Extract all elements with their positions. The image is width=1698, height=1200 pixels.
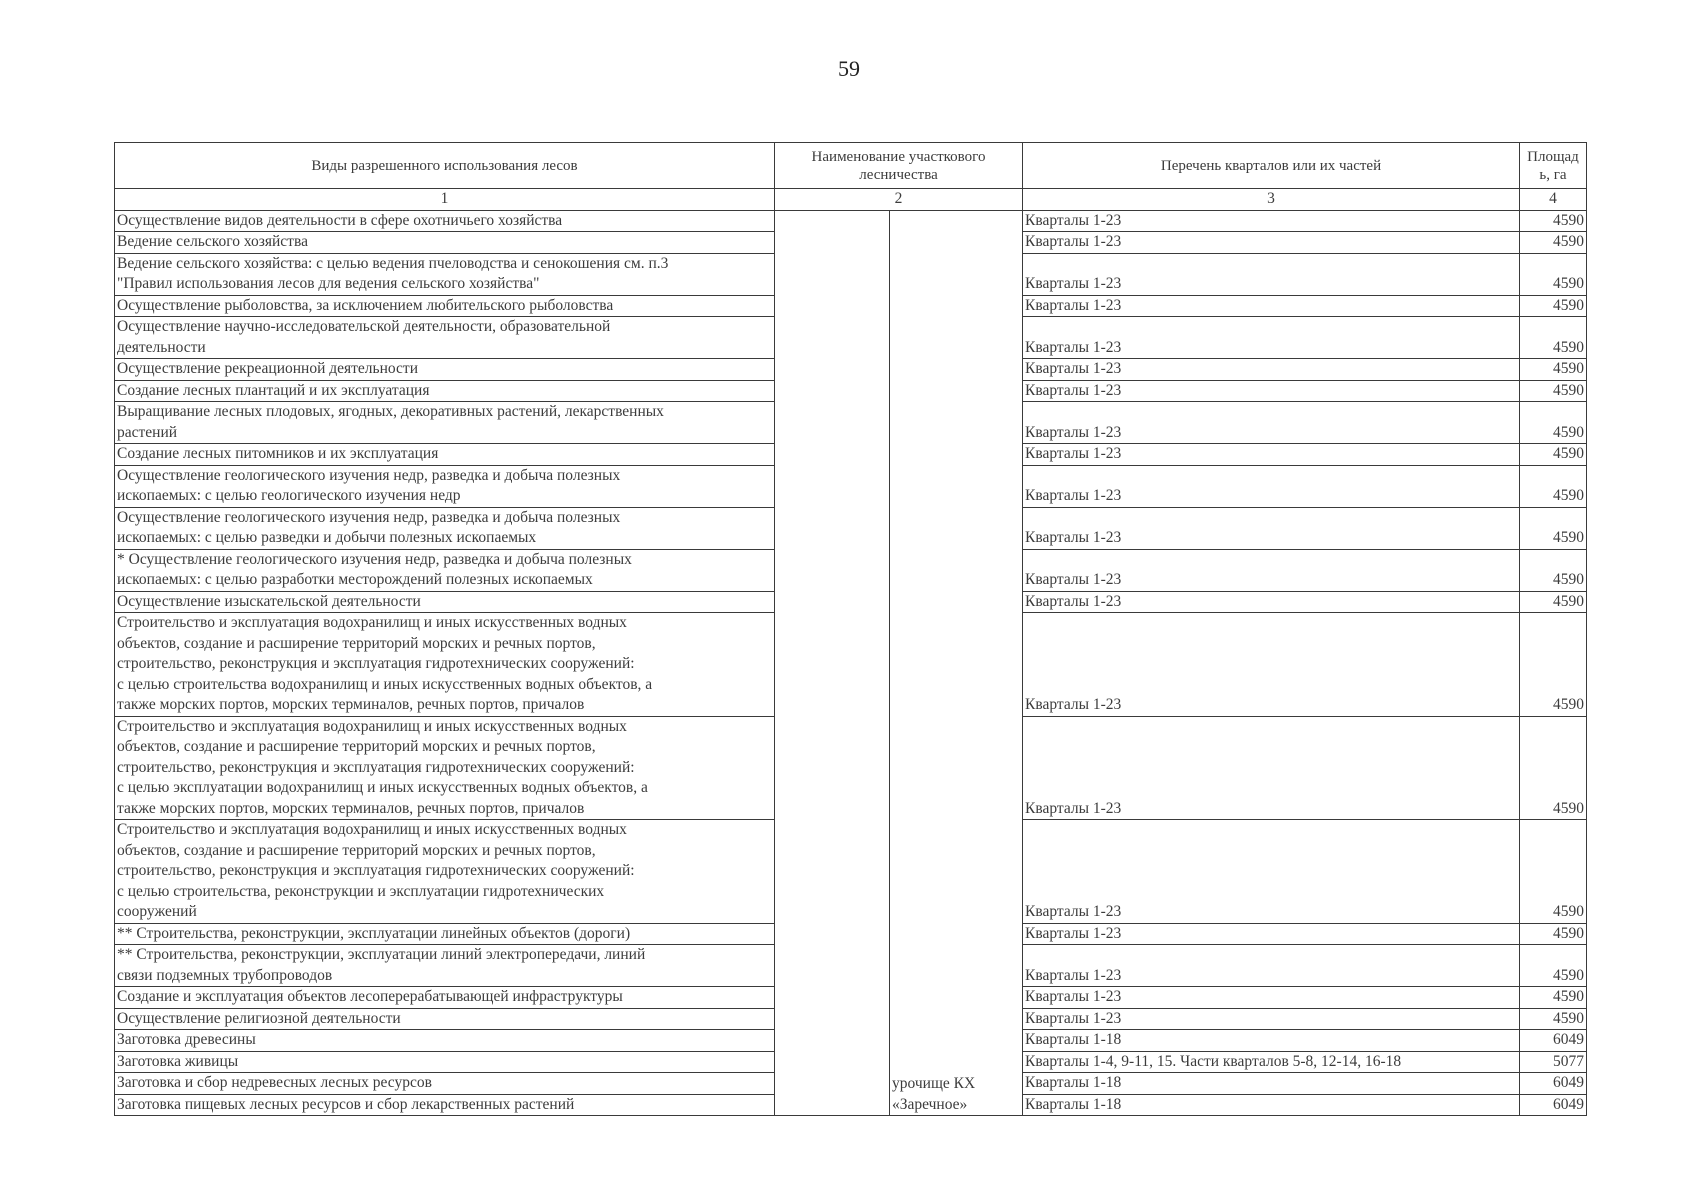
area-cell: 4590	[1520, 359, 1587, 381]
quarters-cell: Кварталы 1-23	[1023, 591, 1520, 613]
quarters-cell: Кварталы 1-23	[1023, 945, 1520, 987]
quarters-cell: Кварталы 1-23	[1023, 210, 1520, 232]
use-type-line: ископаемых: с целью разведки и добычи полезных ископаемых	[117, 529, 537, 546]
use-type-cell	[115, 232, 775, 254]
use-type-line: Осуществление рекреационной деятельности	[117, 360, 418, 377]
quarters-cell: Кварталы 1-23	[1023, 716, 1520, 820]
area-cell: 4590	[1520, 716, 1587, 820]
table-row	[115, 210, 1587, 232]
use-type-line: Осуществление геологического изучения недр, разведка и добыча полезных	[117, 466, 621, 484]
header-use-type: Виды разрешенного использования лесов	[115, 143, 775, 189]
use-type-cell	[115, 253, 775, 295]
use-type-line: Заготовка пищевых лесных ресурсов и сбор лекарственных растений	[117, 1095, 575, 1113]
area-cell: 4590	[1520, 402, 1587, 444]
use-type-line: Осуществление религиозной деятельности	[117, 1009, 401, 1027]
use-type-cell	[115, 923, 775, 945]
area-cell: 5077	[1520, 1051, 1587, 1073]
area-cell: 4590	[1520, 253, 1587, 295]
use-type-line: с целью строительства водохранилищ и иных искусственных водных объектов, а	[117, 675, 653, 693]
use-type-line: Заготовка древесины	[117, 1031, 256, 1048]
quarters-cell: Кварталы 1-23	[1023, 317, 1520, 359]
use-type-line: Создание лесных питомников и их эксплуатация	[117, 445, 439, 462]
use-type-cell	[115, 507, 775, 549]
area-cell: 4590	[1520, 380, 1587, 402]
use-type-line: деятельности	[117, 338, 206, 356]
use-type-line: ** Строительства, реконструкции, эксплуатации линейных объектов (дороги)	[117, 924, 631, 942]
quarters-cell: Кварталы 1-23	[1023, 295, 1520, 317]
quarters-cell: Кварталы 1-23	[1023, 402, 1520, 444]
area-cell: 6049	[1520, 1073, 1587, 1095]
header-quarters: Перечень кварталов или их частей	[1023, 143, 1520, 189]
quarters-cell: Кварталы 1-23	[1023, 232, 1520, 254]
use-type-line: объектов, создание и расширение территорий морских и речных портов,	[117, 841, 596, 859]
use-type-cell	[115, 402, 775, 444]
use-type-line: Выращивание лесных плодовых, ягодных, декоративных растений, лекарственных	[117, 403, 664, 420]
area-cell: 4590	[1520, 444, 1587, 466]
use-type-line: ископаемых: с целью геологического изучения недр	[117, 487, 461, 504]
quarters-cell: Кварталы 1-23	[1023, 444, 1520, 466]
area-cell: 4590	[1520, 820, 1587, 924]
use-type-cell	[115, 591, 775, 613]
area-cell: 4590	[1520, 317, 1587, 359]
use-type-cell	[115, 945, 775, 987]
subdivision-cell	[890, 1030, 1023, 1116]
use-type-line: Строительство и эксплуатация водохранилищ и иных искусственных водных	[117, 717, 627, 735]
quarters-cell: Кварталы 1-23	[1023, 1008, 1520, 1030]
use-type-cell	[115, 359, 775, 381]
use-type-cell	[115, 716, 775, 820]
quarters-cell: Кварталы 1-23	[1023, 253, 1520, 295]
use-type-line: строительство, реконструкция и эксплуатация гидротехнических сооружений:	[117, 655, 635, 672]
use-type-cell	[115, 820, 775, 924]
quarters-cell: Кварталы 1-18	[1023, 1030, 1520, 1052]
use-type-line: Ведение сельского хозяйства	[117, 233, 308, 250]
use-type-line: объектов, создание и расширение территорий морских и речных портов,	[117, 634, 596, 652]
subdivision-name-line: «Заречное»	[892, 1095, 968, 1113]
use-type-line: Осуществление геологического изучения недр, разведка и добыча полезных	[117, 508, 621, 526]
quarters-cell: Кварталы 1-23	[1023, 359, 1520, 381]
column-number: 1	[115, 189, 775, 211]
quarters-cell: Кварталы 1-23	[1023, 549, 1520, 591]
use-type-line: Заготовка живицы	[117, 1052, 239, 1070]
use-type-cell	[115, 1094, 775, 1116]
page-number: 59	[838, 56, 860, 81]
use-type-cell	[115, 549, 775, 591]
area-cell: 4590	[1520, 987, 1587, 1009]
header-forestry-name: Наименование участкового лесничества	[775, 143, 1023, 189]
quarters-cell: Кварталы 1-23	[1023, 923, 1520, 945]
use-type-cell	[115, 1051, 775, 1073]
use-type-line: Ведение сельского хозяйства: с целью ведения пчеловодства и сенокошения см. п.3	[117, 254, 669, 272]
use-type-line: "Правил использования лесов для ведения сельского хозяйства"	[117, 275, 540, 292]
use-type-cell	[115, 210, 775, 232]
use-type-line: Осуществление рыболовства, за исключением любительского рыболовства	[117, 296, 614, 314]
use-type-line: Создание и эксплуатация объектов лесоперерабатывающей инфраструктуры	[117, 988, 623, 1005]
table-body	[115, 210, 1587, 1116]
use-type-line: * Осуществление геологического изучения недр, разведка и добыча полезных	[117, 550, 632, 568]
forest-use-table	[114, 142, 1587, 1116]
quarters-cell: Кварталы 1-23	[1023, 465, 1520, 507]
use-type-line: с целью эксплуатации водохранилищ и иных искусственных водных объектов, а	[117, 779, 648, 796]
subdivision-name-line: урочище КХ	[892, 1075, 976, 1092]
header-area	[1520, 143, 1587, 189]
use-type-line: Осуществление изыскательской деятельности	[117, 592, 421, 610]
use-type-cell	[115, 465, 775, 507]
area-cell: 4590	[1520, 507, 1587, 549]
use-type-line: также морских портов, морских терминалов, речных портов, причалов	[117, 799, 585, 817]
quarters-cell: Кварталы 1-23	[1023, 380, 1520, 402]
use-type-line: Создание лесных плантаций и их эксплуатация	[117, 381, 430, 399]
use-type-line: строительство, реконструкция и эксплуатация гидротехнических сооружений:	[117, 862, 635, 879]
area-cell: 4590	[1520, 465, 1587, 507]
area-cell: 4590	[1520, 1008, 1587, 1030]
use-type-cell	[115, 987, 775, 1009]
use-type-line: с целью строительства, реконструкции и эксплуатации гидротехнических	[117, 882, 605, 900]
use-type-cell	[115, 1008, 775, 1030]
header-area-line: Площад	[1527, 148, 1579, 165]
use-type-line: объектов, создание и расширение территорий морских и речных портов,	[117, 738, 596, 755]
use-type-cell	[115, 1073, 775, 1095]
quarters-cell: Кварталы 1-23	[1023, 987, 1520, 1009]
use-type-line: связи подземных трубопроводов	[117, 966, 333, 984]
use-type-line: Осуществление научно-исследовательской деятельности, образовательной	[117, 318, 611, 335]
use-type-cell	[115, 613, 775, 717]
use-type-line: также морских портов, морских терминалов, речных портов, причалов	[117, 696, 585, 713]
quarters-cell: Кварталы 1-4, 9-11, 15. Части кварталов 5-8, 12-14, 16-18	[1023, 1051, 1520, 1073]
quarters-cell: Кварталы 1-18	[1023, 1094, 1520, 1116]
table-header-row	[115, 143, 1587, 189]
area-cell: 4590	[1520, 613, 1587, 717]
use-type-line: строительство, реконструкция и эксплуатация гидротехнических сооружений:	[117, 758, 635, 776]
area-cell: 4590	[1520, 591, 1587, 613]
area-cell: 4590	[1520, 210, 1587, 232]
area-cell: 4590	[1520, 295, 1587, 317]
area-cell: 4590	[1520, 549, 1587, 591]
use-type-cell	[115, 1030, 775, 1052]
use-type-cell	[115, 380, 775, 402]
quarters-cell: Кварталы 1-18	[1023, 1073, 1520, 1095]
use-type-line: Строительство и эксплуатация водохранилищ и иных искусственных водных	[117, 821, 627, 838]
forestry-name-cell	[775, 210, 890, 1116]
use-type-line: Строительство и эксплуатация водохранилищ и иных искусственных водных	[117, 614, 627, 631]
quarters-cell: Кварталы 1-23	[1023, 820, 1520, 924]
use-type-line: ископаемых: с целью разработки месторождений полезных ископаемых	[117, 571, 593, 588]
quarters-cell: Кварталы 1-23	[1023, 507, 1520, 549]
use-type-line: Осуществление видов деятельности в сфере охотничьего хозяйства	[117, 211, 563, 229]
area-cell: 4590	[1520, 923, 1587, 945]
header-area-line: ь, га	[1539, 166, 1567, 183]
column-number: 4	[1520, 189, 1587, 211]
use-type-line: растений	[117, 423, 178, 441]
use-type-line: ** Строительства, реконструкции, эксплуатации линий электропередачи, линий	[117, 946, 646, 963]
area-cell: 4590	[1520, 232, 1587, 254]
area-cell: 4590	[1520, 945, 1587, 987]
use-type-line: сооружений	[117, 903, 197, 920]
use-type-cell	[115, 317, 775, 359]
column-number-row	[115, 189, 1587, 211]
use-type-cell	[115, 295, 775, 317]
subdivision-cell-empty	[890, 210, 1023, 1030]
area-cell: 6049	[1520, 1094, 1587, 1116]
column-number: 2	[775, 189, 1023, 211]
area-cell: 6049	[1520, 1030, 1587, 1052]
use-type-line: Заготовка и сбор недревесных лесных ресурсов	[117, 1074, 432, 1091]
column-number: 3	[1023, 189, 1520, 211]
use-type-cell	[115, 444, 775, 466]
quarters-cell: Кварталы 1-23	[1023, 613, 1520, 717]
